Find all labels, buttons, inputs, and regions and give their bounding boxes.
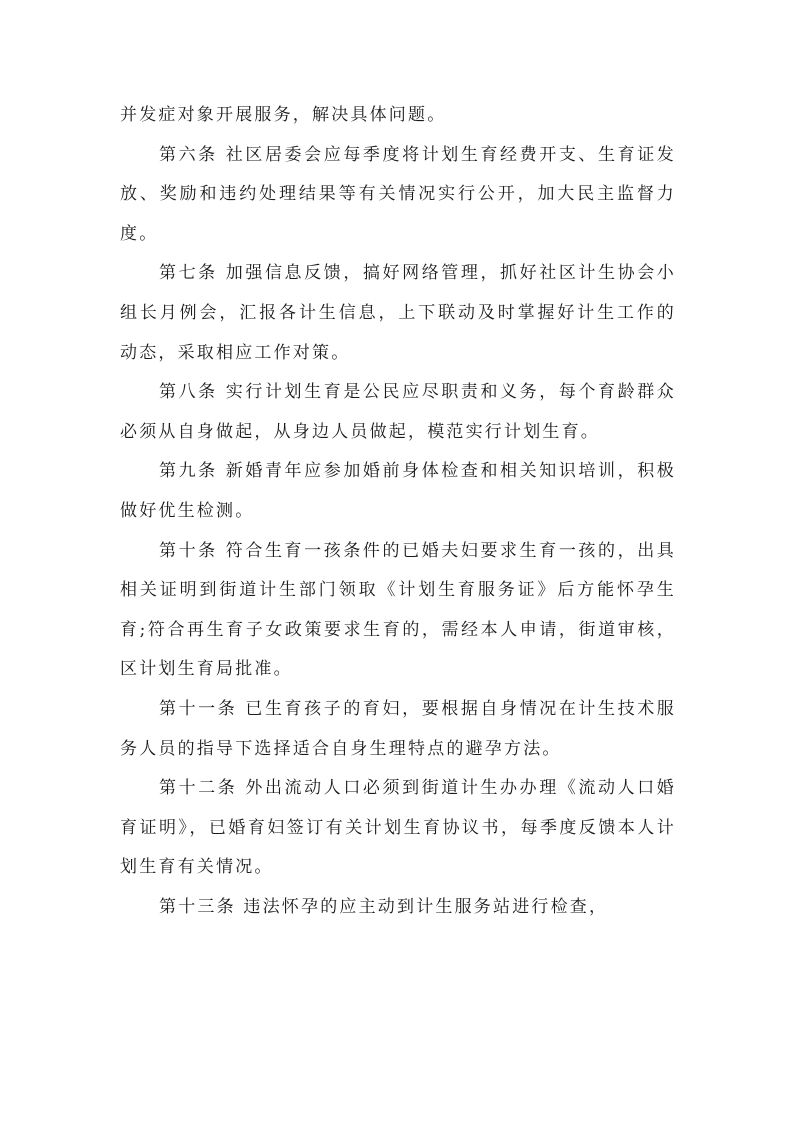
paragraph-article-9: 第九条 新婚青年应参加婚前身体检查和相关知识培训，积极做好优生检测。 [120,461,676,521]
paragraph-article-7: 第七条 加强信息反馈，搞好网络管理，抓好社区计生协会小组长月例会，汇报各计生信息，上下联动及时掌握好计生工作的动态，采取相应工作对策。 [120,263,676,363]
paragraph-article-6: 第六条 社区居委会应每季度将计划生育经费开支、生育证发放、奖励和违约处理结果等有关情况实行公开，加大民主监督力度。 [120,144,676,244]
paragraph-article-8: 第八条 实行计划生育是公民应尽职责和义务，每个育龄群众必须从自身做起，从身边人员做起，模范实行计划生育。 [120,382,676,442]
document-body [120,96,676,927]
paragraph-article-13: 第十三条 违法怀孕的应主动到计生服务站进行检查， [159,896,609,917]
paragraph-article-12: 第十二条 外出流动人口必须到街道计生办办理《流动人口婚育证明》，已婚育妇签订有关计划生育协议书，每季度反馈本人计划生育有关情况。 [120,778,676,878]
paragraph-continuation: 并发症对象开展服务，解决具体问题。 [120,105,447,125]
paragraph-article-10: 第十条 符合生育一孩条件的已婚夫妇要求生育一孩的，出具相关证明到街道计生部门领取《计划生育服务证》后方能怀孕生育;符合再生育子女政策要求生育的，需经本人申请，街道审核，区计划生育局批准。 [120,540,676,680]
paragraph-article-11: 第十一条 已生育孩子的育妇，要根据自身情况在计生技术服务人员的指导下选择适合自身生理特点的避孕方法。 [120,698,676,759]
